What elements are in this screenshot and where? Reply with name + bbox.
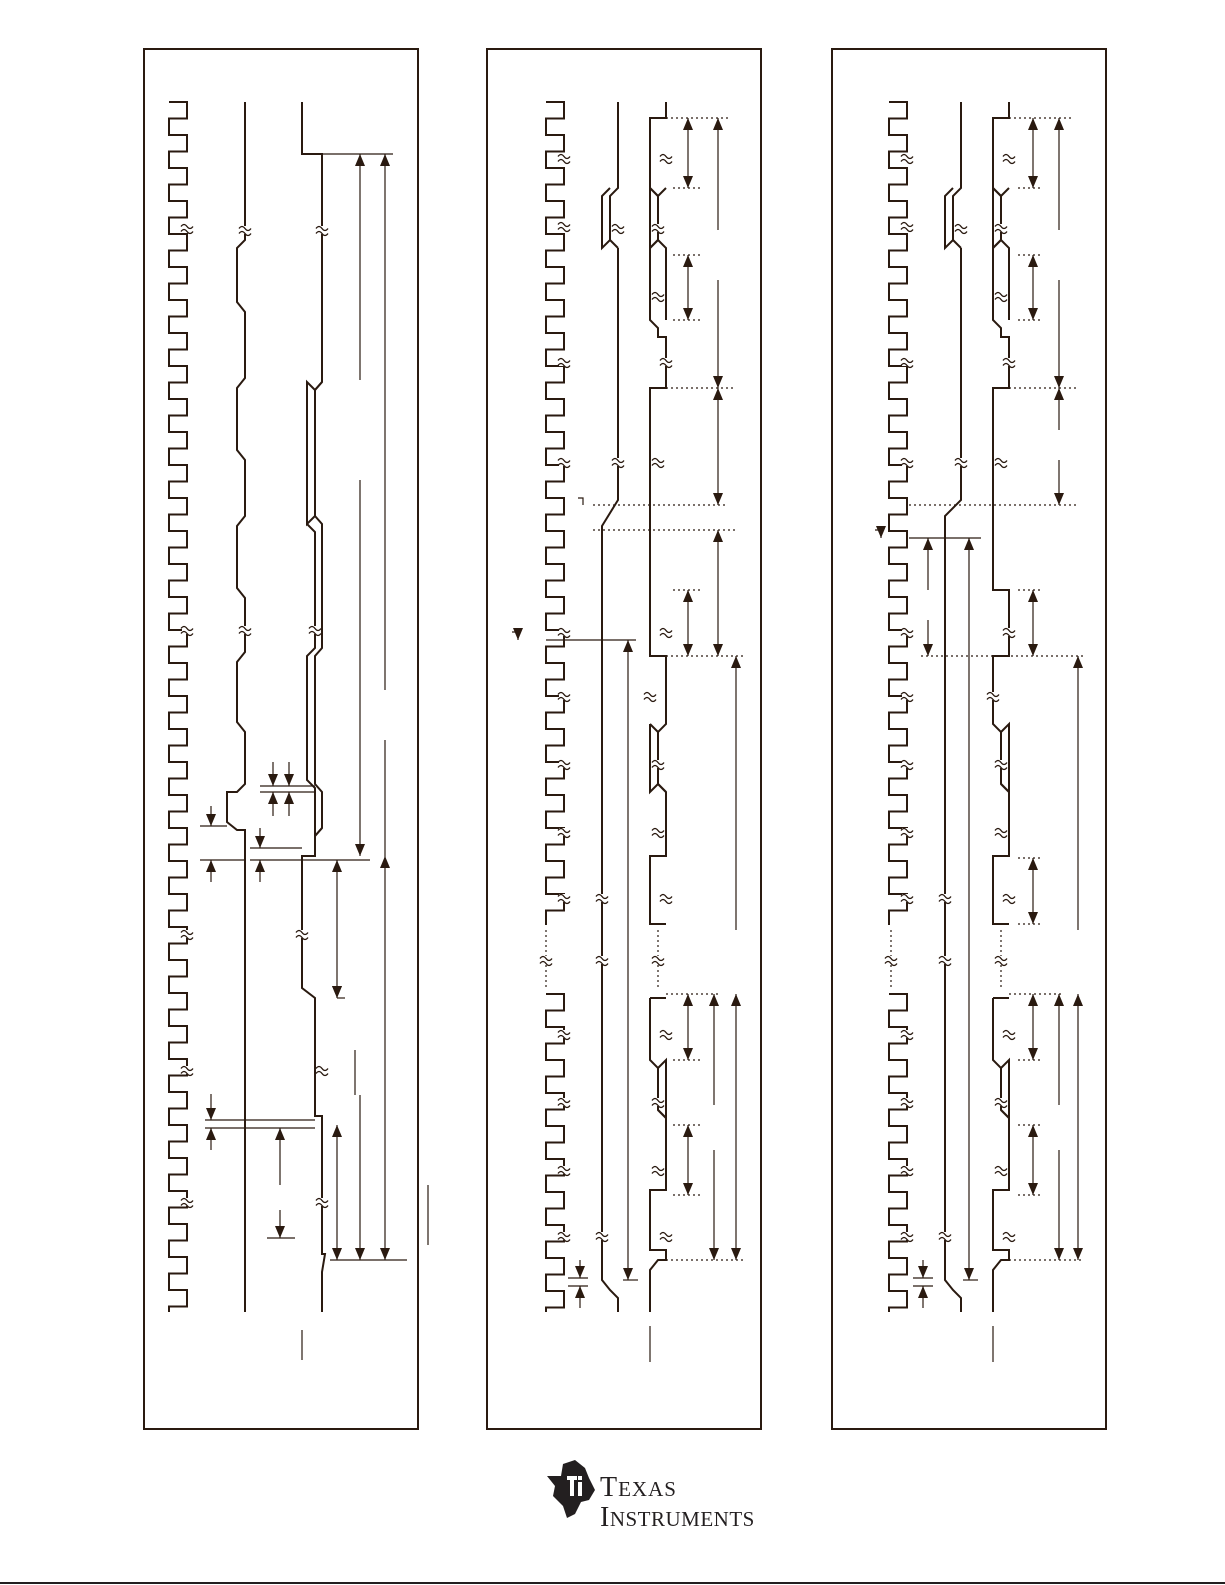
- arrowhead: [713, 493, 723, 505]
- arrowhead: [964, 1268, 974, 1280]
- arrowhead: [1028, 1125, 1038, 1137]
- arrowhead: [1073, 1248, 1083, 1260]
- timing-panel-1: [143, 48, 419, 1430]
- clock-waveform: [169, 102, 187, 1312]
- arrowhead: [683, 308, 693, 320]
- signal-waveform-3: [993, 102, 1009, 1312]
- arrowhead: [355, 154, 365, 166]
- arrowhead: [1028, 255, 1038, 267]
- arrowhead: [683, 994, 693, 1006]
- arrowhead: [683, 1125, 693, 1137]
- arrowhead: [918, 1286, 928, 1298]
- arrowhead: [332, 860, 342, 872]
- timing-diagram-3: [833, 50, 1105, 1428]
- arrowhead: [683, 1183, 693, 1195]
- arrowhead: [1054, 493, 1064, 505]
- arrowhead: [1073, 994, 1083, 1006]
- clock-waveform: [889, 102, 907, 1312]
- arrowhead: [206, 1128, 216, 1140]
- arrowhead: [513, 628, 523, 640]
- timing-panel-2: [486, 48, 762, 1430]
- arrowhead: [1028, 1048, 1038, 1060]
- footer-rule: [0, 1582, 1225, 1584]
- arrowhead: [332, 1125, 342, 1137]
- arrowhead: [206, 814, 216, 826]
- arrowhead: [268, 792, 278, 804]
- arrowhead: [713, 376, 723, 388]
- arrowhead: [1028, 1183, 1038, 1195]
- arrowhead: [380, 154, 390, 166]
- arrowhead: [683, 255, 693, 267]
- arrowhead: [683, 176, 693, 188]
- arrowhead: [1028, 858, 1038, 870]
- arrowhead: [575, 1286, 585, 1298]
- arrowhead: [206, 860, 216, 872]
- arrowhead: [713, 118, 723, 130]
- arrowhead: [1054, 994, 1064, 1006]
- arrowhead: [709, 1248, 719, 1260]
- arrowhead: [380, 856, 390, 868]
- timing-diagram-2: [488, 50, 760, 1428]
- arrowhead: [284, 774, 294, 786]
- arrowhead: [1054, 376, 1064, 388]
- arrowhead: [731, 656, 741, 668]
- arrowhead: [1054, 118, 1064, 130]
- arrowhead: [683, 118, 693, 130]
- arrowhead: [255, 860, 265, 872]
- brand-wordmark: [600, 1474, 755, 1532]
- arrowhead: [683, 1048, 693, 1060]
- arrowhead: [355, 844, 365, 856]
- arrowhead: [623, 640, 633, 652]
- arrowhead: [709, 994, 719, 1006]
- arrowhead: [1073, 656, 1083, 668]
- arrowhead: [332, 986, 342, 998]
- arrowhead: [964, 538, 974, 550]
- arrowhead: [268, 774, 278, 786]
- arrowhead: [1028, 118, 1038, 130]
- arrowhead: [623, 1268, 633, 1280]
- arrowhead: [380, 1248, 390, 1260]
- timing-diagram-1: [145, 50, 417, 1428]
- arrowhead: [923, 538, 933, 550]
- arrowhead: [275, 1226, 285, 1238]
- signal-waveform-2: [227, 102, 245, 1312]
- signal-waveform-2: [945, 102, 961, 1312]
- arrowhead: [332, 1248, 342, 1260]
- arrowhead: [876, 526, 886, 538]
- brand-line-2: INSTRUMENTS: [600, 1502, 755, 1533]
- arrowhead: [918, 1266, 928, 1278]
- arrowhead: [1028, 176, 1038, 188]
- arrowhead: [255, 836, 265, 848]
- arrowhead: [355, 1248, 365, 1260]
- arrowhead: [575, 1266, 585, 1278]
- arrowhead: [1028, 308, 1038, 320]
- arrowhead: [1054, 1248, 1064, 1260]
- arrowhead: [1028, 644, 1038, 656]
- arrowhead: [731, 1248, 741, 1260]
- arrowhead: [275, 1128, 285, 1140]
- arrowhead: [284, 792, 294, 804]
- arrowhead: [683, 590, 693, 602]
- timing-panel-3: [831, 48, 1107, 1430]
- signal-waveform-2: [602, 102, 618, 1312]
- clock-waveform: [546, 102, 564, 1312]
- arrowhead: [206, 1108, 216, 1120]
- arrowhead: [713, 530, 723, 542]
- arrowhead: [713, 388, 723, 400]
- brand-line-1: TEXAS: [600, 1472, 677, 1503]
- arrowhead: [731, 994, 741, 1006]
- signal-waveform-3: [650, 102, 666, 1312]
- arrowhead: [923, 644, 933, 656]
- arrowhead: [1054, 388, 1064, 400]
- arrowhead: [1028, 590, 1038, 602]
- arrowhead: [1028, 912, 1038, 924]
- arrowhead: [1028, 994, 1038, 1006]
- arrowhead: [713, 644, 723, 656]
- arrowhead: [683, 644, 693, 656]
- signal-waveform-3: [302, 102, 325, 1312]
